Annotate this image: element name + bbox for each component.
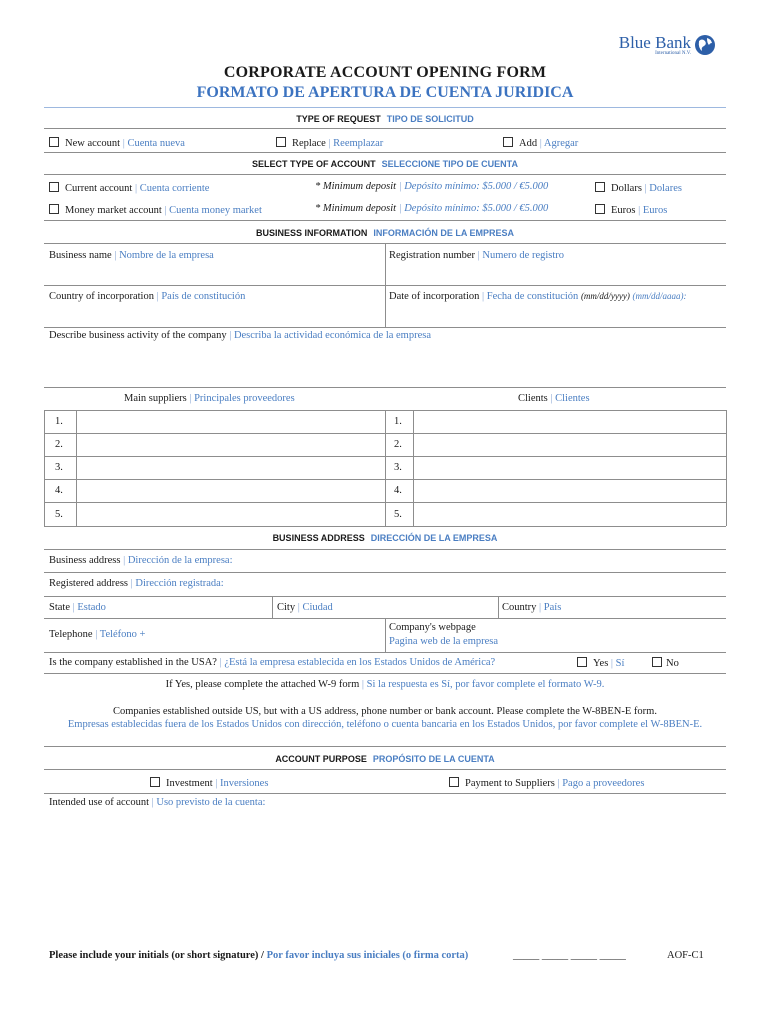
add-label-es: Agregar	[543, 138, 579, 149]
city-label-es: Ciudad	[302, 602, 333, 613]
state-field[interactable]: State | Estado	[49, 602, 106, 613]
state-label-es: Estado	[77, 602, 106, 613]
dollars-label: Dollars	[611, 183, 642, 194]
telephone-label-es: Teléfono +	[99, 629, 146, 640]
option-add[interactable]: Add | Agregar	[503, 137, 578, 149]
business-info-label: BUSINESS INFORMATION	[255, 228, 368, 238]
country-field[interactable]: Country | País	[502, 602, 562, 613]
initials-instruction-es: Por favor incluya sus iniciales (o firma corta)	[266, 950, 469, 961]
activity-label-es: Describa la actividad económica de la empresa	[233, 330, 432, 341]
supplier-row-number: 4.	[55, 485, 63, 496]
clients-header: Clients | Clientes	[518, 393, 590, 404]
min-deposit-label: * Minimum deposit	[315, 181, 397, 192]
payment-suppliers-checkbox[interactable]	[449, 777, 459, 787]
intended-use-label: Intended use of account	[49, 797, 150, 808]
w9-note-en: If Yes, please complete the attached W-9 form	[165, 679, 360, 690]
logo-subtitle: International N.V.	[655, 51, 691, 56]
section-business-information	[44, 228, 726, 238]
add-checkbox[interactable]	[503, 137, 513, 147]
business-address-field[interactable]: Business address | Dirección de la empresa:	[49, 555, 233, 566]
registration-number-field[interactable]: Registration number | Numero de registro	[389, 250, 565, 261]
euros-checkbox[interactable]	[595, 204, 605, 214]
account-purpose-label: ACCOUNT PURPOSE	[275, 754, 367, 764]
money-market-checkbox[interactable]	[49, 204, 59, 214]
state-label: State	[49, 602, 70, 613]
current-account-checkbox[interactable]	[49, 182, 59, 192]
yes-label: Yes	[593, 658, 609, 669]
no-label: No	[666, 658, 679, 669]
section-business-address	[44, 533, 726, 543]
registration-number-label-es: Numero de registro	[482, 250, 565, 261]
replace-label: Replace	[292, 138, 326, 149]
bank-logo	[619, 34, 716, 56]
registered-address-label: Registered address	[49, 578, 129, 589]
country-incorporation-label-es: País de constitución	[161, 291, 246, 302]
usa-question-label-es: ¿Está la empresa establecida en los Estados Unidos de América?	[224, 657, 496, 668]
euros-label: Euros	[611, 205, 636, 216]
usa-question: Is the company established in the USA? | ¿Está la empresa establecida en los Estados Unidos de América?	[49, 657, 496, 668]
client-row-number: 4.	[394, 485, 402, 496]
new-account-checkbox[interactable]	[49, 137, 59, 147]
min-deposit-label: * Minimum deposit	[315, 203, 397, 214]
min-deposit-label-es: Depósito mínimo: $5.000 / €5.000	[404, 181, 549, 192]
add-label: Add	[519, 138, 538, 149]
account-purpose-label-es: PROPÓSITO DE LA CUENTA	[372, 754, 495, 764]
investment-checkbox[interactable]	[150, 777, 160, 787]
business-address-section-label: BUSINESS ADDRESS	[272, 533, 365, 543]
business-info-label-es: INFORMACIÓN DE LA EMPRESA	[373, 228, 514, 238]
option-payment-suppliers[interactable]: Payment to Suppliers | Pago a proveedores	[449, 777, 644, 789]
w9-note-es: Si la respuesta es Sí, por favor complete el formato W-9.	[366, 679, 605, 690]
money-market-label: Money market account	[65, 205, 162, 216]
client-row-number: 1.	[394, 416, 402, 427]
client-row-number: 2.	[394, 439, 402, 450]
usa-yes-option[interactable]: Yes | Sí	[577, 657, 624, 669]
form-title	[0, 64, 770, 102]
investment-label-es: Inversiones	[220, 778, 269, 789]
date-of-incorporation-field[interactable]: Date of incorporation | Fecha de constitución (mm/dd/yyyy) (mm/dd/aaaa):	[389, 291, 687, 302]
suppliers-label: Main suppliers	[124, 393, 187, 404]
webpage-label: Company's webpage	[389, 622, 476, 633]
country-label-es: País	[543, 602, 562, 613]
suppliers-label-es: Principales proveedores	[194, 393, 295, 404]
business-address-label-es: Dirección de la empresa:	[127, 555, 233, 566]
new-account-label-es: Cuenta nueva	[127, 138, 185, 149]
telephone-field[interactable]: Telephone | Teléfono +	[49, 629, 146, 640]
city-field[interactable]: City | Ciudad	[277, 602, 333, 613]
country-of-incorporation-field[interactable]: Country of incorporation | País de constitución	[49, 291, 246, 302]
investment-label: Investment	[166, 778, 213, 789]
country-label: Country	[502, 602, 537, 613]
supplier-row-number: 1.	[55, 416, 63, 427]
replace-checkbox[interactable]	[276, 137, 286, 147]
initials-blanks[interactable]: _____ _____ _____ _____	[513, 950, 626, 961]
registered-address-label-es: Dirección registrada:	[135, 578, 224, 589]
business-address-label: Business address	[49, 555, 121, 566]
initials-instruction-en: Please include your initials (or short signature) /	[49, 950, 264, 961]
globe-icon	[694, 34, 716, 56]
initials-instruction	[49, 950, 468, 961]
type-of-request-label: TYPE OF REQUEST	[296, 114, 381, 124]
date-format-label: (mm/dd/yyyy)	[580, 291, 630, 301]
clients-label-es: Clientes	[555, 393, 590, 404]
new-account-label: New account	[65, 138, 121, 149]
replace-label-es: Reemplazar	[333, 138, 384, 149]
business-name-label-es: Nombre de la empresa	[119, 250, 214, 261]
money-market-label-es: Cuenta money market	[169, 205, 262, 216]
title-en: CORPORATE ACCOUNT OPENING FORM	[223, 64, 547, 81]
intended-use-field[interactable]: Intended use of account | Uso previsto de la cuenta:	[49, 797, 266, 808]
registration-number-label: Registration number	[389, 250, 476, 261]
client-row-number: 5.	[394, 509, 402, 520]
supplier-row-number: 2.	[55, 439, 63, 450]
option-euros[interactable]: Euros | Euros	[595, 204, 667, 216]
option-money-market[interactable]: Money market account | Cuenta money market	[49, 204, 262, 216]
account-type-label: SELECT TYPE OF ACCOUNT	[251, 159, 376, 169]
company-webpage-field[interactable]	[389, 621, 498, 649]
euros-label-es: Euros	[642, 205, 668, 216]
option-investment[interactable]: Investment | Inversiones	[150, 777, 268, 789]
date-incorporation-label-es: Fecha de constitución	[486, 291, 579, 302]
dollars-label-es: Dolares	[649, 183, 682, 194]
supplier-row-number: 3.	[55, 462, 63, 473]
w8-note	[60, 705, 710, 731]
client-row-number: 3.	[394, 462, 402, 473]
clients-label: Clients	[518, 393, 548, 404]
w8-note-en: Companies established outside US, but with a US address, phone number or bank account. Please complete the W-8BEN-E form.	[113, 706, 657, 717]
min-deposit-current: * Minimum deposit | Depósito mínimo: $5.000 / €5.000	[315, 181, 549, 192]
usa-no-checkbox[interactable]	[652, 657, 662, 667]
option-current-account[interactable]: Current account | Cuenta corriente	[49, 182, 209, 194]
webpage-label-es: Pagina web de la empresa	[389, 636, 499, 647]
w9-note: If Yes, please complete the attached W-9 form | Si la respuesta es Sí, por favor complete el formato W-9.	[165, 679, 605, 690]
w8-note-es: Empresas establecidas fuera de los Estados Unidos con dirección, teléfono o cuenta bancaria en los Estados Unidos, por favor complete el W-8BEN-E.	[67, 719, 703, 730]
usa-yes-checkbox[interactable]	[577, 657, 587, 667]
current-account-label-es: Cuenta corriente	[139, 183, 210, 194]
usa-no-option[interactable]	[652, 657, 679, 669]
min-deposit-label-es: Depósito mínimo: $5.000 / €5.000	[404, 203, 549, 214]
option-new-account[interactable]: New account | Cuenta nueva	[49, 137, 185, 149]
payment-suppliers-label-es: Pago a proveedores	[562, 778, 645, 789]
account-type-label-es: SELECCIONE TIPO DE CUENTA	[381, 159, 519, 169]
business-name-field[interactable]: Business name | Nombre de la empresa	[49, 250, 214, 261]
current-account-label: Current account	[65, 183, 133, 194]
payment-suppliers-label: Payment to Suppliers	[465, 778, 555, 789]
option-replace[interactable]: Replace | Reemplazar	[276, 137, 383, 149]
supplier-row-number: 5.	[55, 509, 63, 520]
min-deposit-money-market: * Minimum deposit | Depósito mínimo: $5.000 / €5.000	[315, 203, 549, 214]
date-format-label-es: (mm/dd/aaaa):	[632, 291, 687, 301]
usa-question-label: Is the company established in the USA?	[49, 657, 217, 668]
activity-label: Describe business activity of the company	[49, 330, 227, 341]
city-label: City	[277, 602, 296, 613]
telephone-label: Telephone	[49, 629, 93, 640]
business-name-label: Business name	[49, 250, 112, 261]
title-es: FORMATO DE APERTURA DE CUENTA JURIDICA	[196, 84, 574, 101]
business-activity-field[interactable]: Describe business activity of the company | Describa la actividad económica de la empresa	[49, 330, 432, 341]
country-incorporation-label: Country of incorporation	[49, 291, 154, 302]
intended-use-label-es: Uso previsto de la cuenta:	[156, 797, 266, 808]
section-type-of-request	[44, 114, 726, 124]
option-dollars[interactable]: Dollars | Dolares	[595, 182, 682, 194]
main-suppliers-header: Main suppliers | Principales proveedores	[124, 393, 295, 404]
business-address-section-label-es: DIRECCIÓN DE LA EMPRESA	[370, 533, 498, 543]
section-account-type	[44, 159, 726, 169]
registered-address-field[interactable]: Registered address | Dirección registrada:	[49, 578, 224, 589]
dollars-checkbox[interactable]	[595, 182, 605, 192]
yes-label-es: Sí	[615, 658, 625, 669]
logo-name: Blue Bank	[618, 33, 691, 52]
form-code: AOF-C1	[667, 950, 704, 961]
section-account-purpose	[44, 754, 726, 764]
date-incorporation-label: Date of incorporation	[389, 291, 480, 302]
type-of-request-label-es: TIPO DE SOLICITUD	[386, 114, 474, 124]
